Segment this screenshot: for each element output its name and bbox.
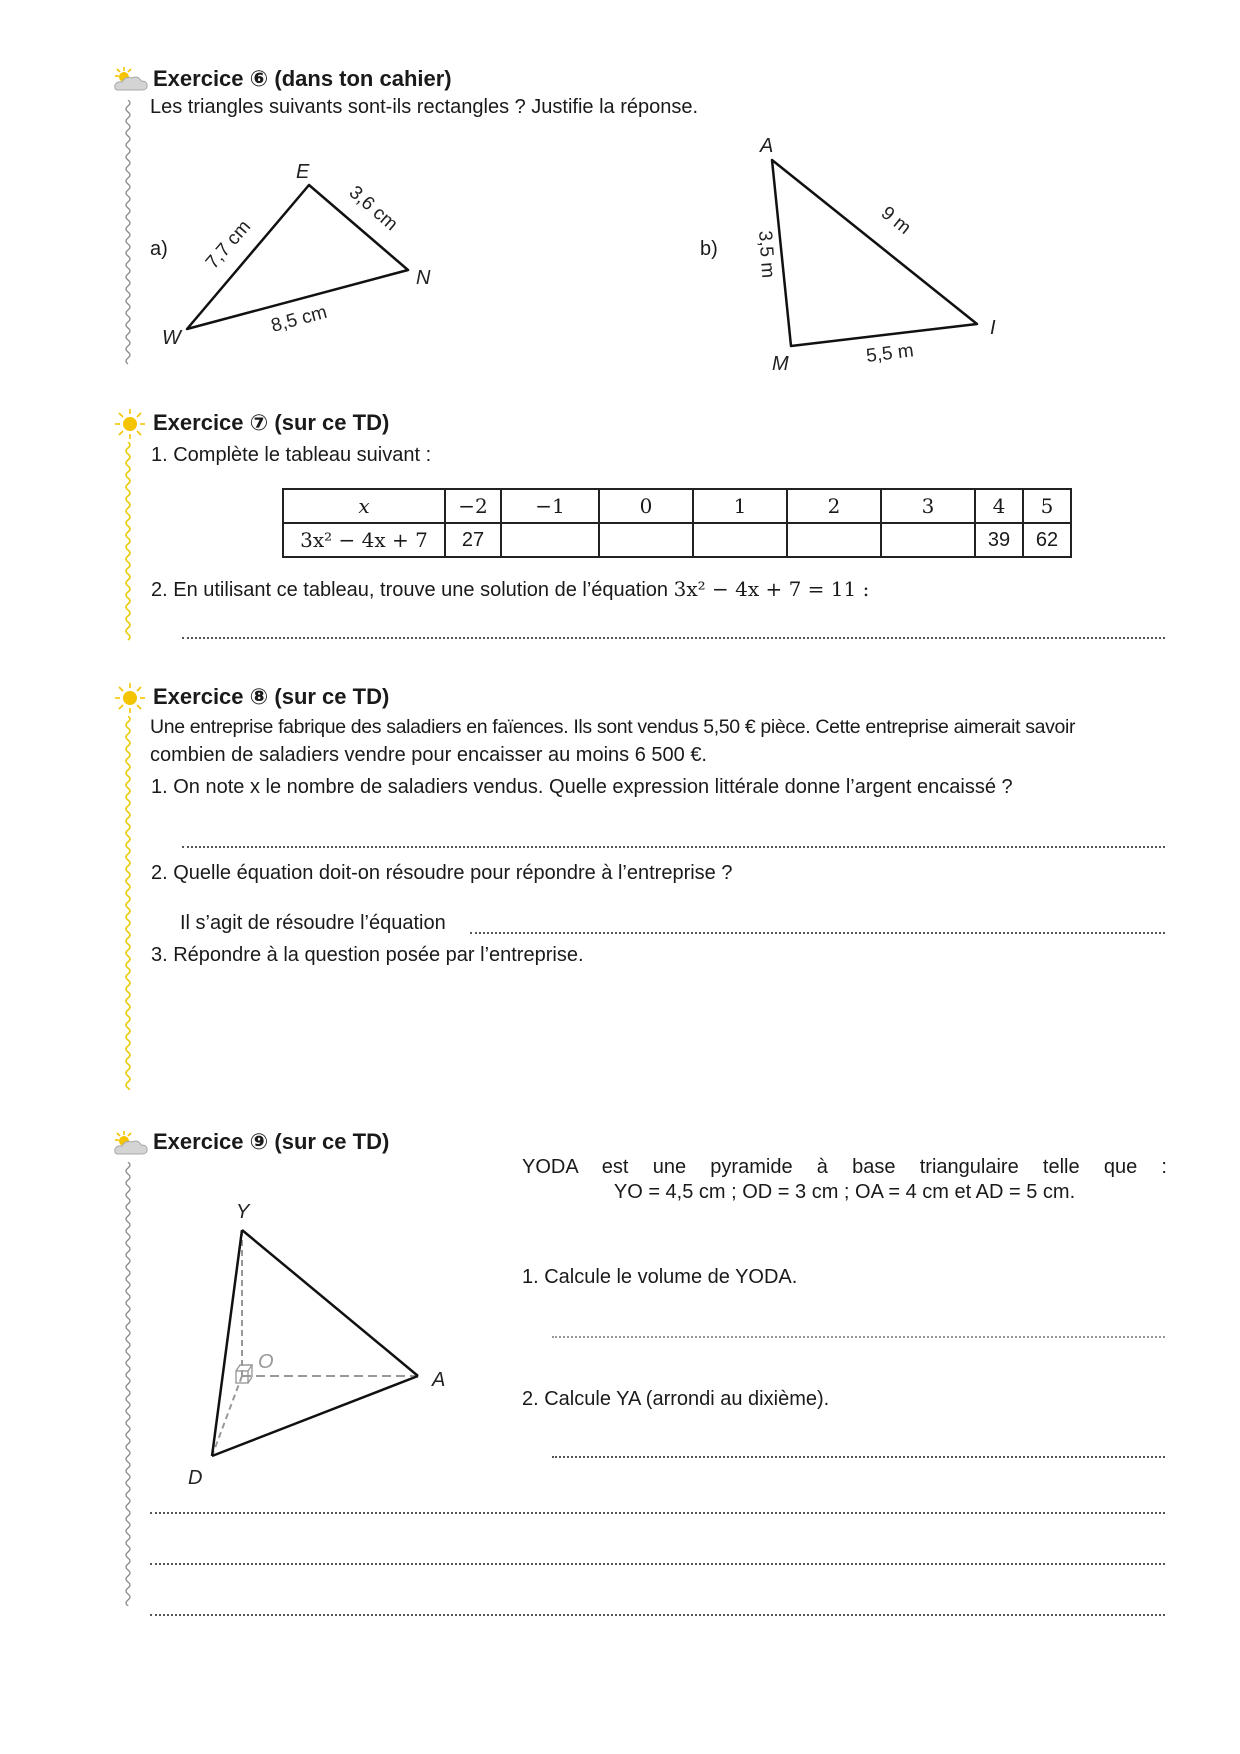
x-cell: 2	[787, 489, 881, 523]
side-mi: 5,5 m	[865, 340, 915, 367]
intro-line-2: YO = 4,5 cm ; OD = 3 cm ; OA = 4 cm et AD = 5 cm.	[613, 1181, 1076, 1203]
sun-icon	[114, 408, 146, 440]
exercise-9-title: Exercice ⑨ (sur ce TD)	[153, 1129, 390, 1154]
exercise-8-title: Exercice ⑧ (sur ce TD)	[153, 684, 390, 709]
y-cell-answer[interactable]	[787, 523, 881, 557]
answer-line[interactable]	[150, 1563, 1165, 1565]
y-cell: 62	[1023, 523, 1071, 557]
pyramid-yoda	[180, 1190, 470, 1490]
exercise-6-prompt: Les triangles suivants sont-ils rectangles ? Justifie la réponse.	[150, 96, 699, 118]
table-row-x	[283, 489, 1071, 523]
question-2-text: 2. En utilisant ce tableau, trouve une solution de l’équation	[151, 579, 669, 601]
side-wn: 8,5 cm	[268, 301, 330, 337]
y-cell-answer[interactable]	[693, 523, 787, 557]
squiggle-line-8	[122, 716, 134, 1090]
answer-line[interactable]	[150, 1512, 1165, 1514]
y-cell-answer[interactable]	[599, 523, 693, 557]
vertex-i: I	[990, 317, 996, 339]
y-cell: 27	[445, 523, 501, 557]
x-cell: 5	[1023, 489, 1071, 523]
exercise-7-question-1: 1. Complète le tableau suivant :	[151, 444, 432, 466]
exercise-9-intro	[522, 1156, 1167, 1204]
vertex-d: D	[188, 1467, 203, 1489]
intro-line-1: YODA est une pyramide à base triangulaire telle que :	[522, 1156, 1167, 1178]
answer-line[interactable]	[470, 932, 1165, 934]
triangle-aim	[740, 130, 1020, 380]
x-cell: 4	[975, 489, 1023, 523]
figure-a-label: a)	[150, 238, 168, 260]
right-angle-mark	[236, 1365, 252, 1383]
x-cell: 1	[693, 489, 787, 523]
exercise-9-question-2: 2. Calcule YA (arrondi au dixième).	[522, 1388, 830, 1410]
sun-icon	[114, 682, 146, 714]
exercise-8-question-3: 3. Répondre à la question posée par l’entreprise.	[151, 944, 584, 966]
triangle-ewn	[150, 150, 470, 360]
answer-line[interactable]	[182, 637, 1165, 639]
values-table	[282, 488, 1072, 558]
vertex-o: O	[258, 1351, 274, 1373]
squiggle-line-6	[122, 100, 134, 365]
exercise-8-intro-line-1: Une entreprise fabrique des saladiers en faïences. Ils sont vendus 5,50 € pièce. Cette entreprise aimerait savoir	[150, 716, 1076, 738]
vertex-a: A	[432, 1369, 446, 1391]
vertex-e: E	[296, 161, 310, 183]
exercise-8-intro-line-2: combien de saladiers vendre pour encaisser au moins 6 500 €.	[150, 744, 707, 766]
y-cell-answer[interactable]	[881, 523, 975, 557]
y-cell: 39	[975, 523, 1023, 557]
x-cell: −2	[445, 489, 501, 523]
exercise-6-title: Exercice ⑥ (dans ton cahier)	[153, 66, 452, 91]
vertex-w: W	[162, 327, 181, 349]
exercise-8-question-1: 1. On note x le nombre de saladiers vendus. Quelle expression littérale donne l’argent encaissé ?	[151, 776, 1013, 798]
answer-line[interactable]	[552, 1336, 1165, 1338]
exercise-7-question-2	[151, 577, 869, 602]
side-en: 3,6 cm	[344, 181, 402, 236]
side-ew: 7,7 cm	[201, 216, 256, 274]
side-am: 3,5 m	[754, 229, 779, 279]
exercise-8-question-2: 2. Quelle équation doit-on résoudre pour répondre à l’entreprise ?	[151, 862, 733, 884]
cloud-sun-icon	[112, 1130, 150, 1156]
table-row-y	[283, 523, 1071, 557]
vertex-n: N	[416, 267, 431, 289]
figure-b-label: b)	[700, 238, 718, 260]
side-ai: 9 m	[876, 202, 915, 239]
y-cell-answer[interactable]	[501, 523, 599, 557]
vertex-y: Y	[236, 1201, 250, 1223]
x-cell: 0	[599, 489, 693, 523]
cloud-sun-icon	[112, 66, 150, 92]
equation-prefix: Il s’agit de résoudre l’équation	[180, 912, 446, 934]
vertex-m: M	[772, 353, 789, 375]
squiggle-line-7	[122, 442, 134, 642]
x-cell: −1	[501, 489, 599, 523]
answer-line[interactable]	[182, 846, 1165, 848]
header-x: x	[283, 489, 445, 523]
vertex-a: A	[760, 135, 774, 157]
exercise-9-question-1: 1. Calcule le volume de YODA.	[522, 1266, 798, 1288]
answer-line[interactable]	[150, 1614, 1165, 1616]
squiggle-line-9	[122, 1162, 134, 1606]
equation: 3x² − 4x + 7 = 11 :	[673, 577, 870, 601]
header-expression: 3x² − 4x + 7	[283, 523, 445, 557]
answer-line[interactable]	[552, 1456, 1165, 1458]
exercise-7-title: Exercice ⑦ (sur ce TD)	[153, 410, 390, 435]
x-cell: 3	[881, 489, 975, 523]
